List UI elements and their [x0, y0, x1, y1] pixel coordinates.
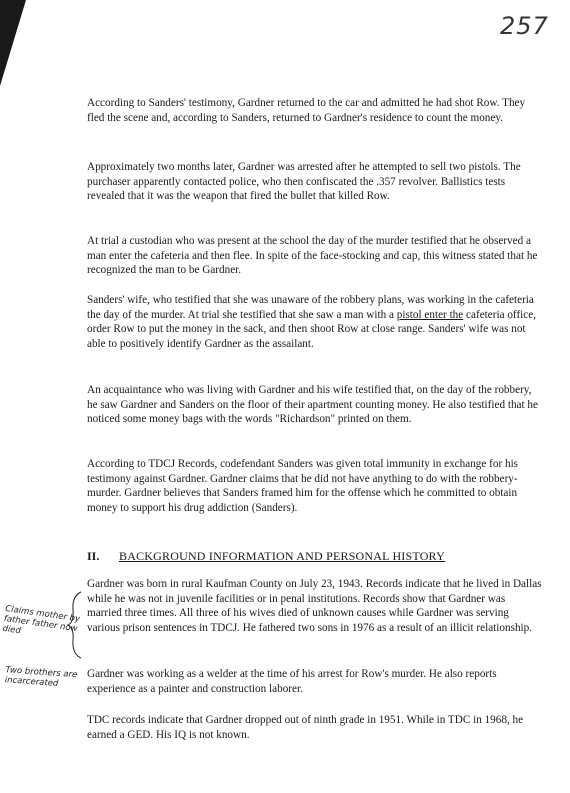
paragraph-employment: Gardner was working as a welder at the time of his arrest for Row's murder. He also reports experience as a painter and construction laborer.: [87, 668, 497, 695]
handwritten-margin-note-2: Two brothers are incarcerated: [4, 665, 78, 689]
wife-text-underlined: pistol enter the: [396, 308, 464, 321]
paragraph-birth-family: Gardner was born in rural Kaufman County on July 23, 1943. Records indicate that he lived in Dallas while he was not in juvenile facilities or in penal institutions. Records show that Gardner was married three times. All three of his wives died of unknown causes while Gardner was serving various prison sentences in TDCJ. He fathered two sons in 1976 as a result of an illicit relationship.: [87, 578, 542, 634]
paragraph-custodian: At trial a custodian who was present at the school the day of the murder testified that he observed a man enter the cafeteria and then flee. In spite of the face-stocking and cap, this witness stated that he recognized the man to be Gardner.: [87, 235, 538, 277]
section-heading: [87, 548, 542, 564]
wife-text-part1: Sanders' wife, who testified that she was unaware of the robbery plans, was working in the cafeteria the day of the murder. At trial she testified that she saw a man with a: [87, 294, 534, 321]
page-number: 257: [500, 12, 549, 40]
corner-mark: [0, 0, 30, 90]
paragraph-tdcj-records: According to TDCJ Records, codefendant Sanders was given total immunity in exchange for his testimony against Gardner. Gardner claims that he did not have anything to do with the robbery-murder. Gardner believes that Sanders framed him for the offense which he committed to obtain money to support his drug addiction (Sanders).: [87, 458, 519, 514]
paragraph-sanders-wife: [87, 293, 542, 351]
section-title: BACKGROUND INFORMATION AND PERSONAL HISTORY: [119, 549, 445, 563]
paragraph-arrest: Approximately two months later, Gardner was arrested after he attempted to sell two pistols. The purchaser apparently contacted police, who then confiscated the .357 revolver. Ballistics tests revealed that it was the weapon that fired the bullet that killed Row.: [87, 161, 521, 203]
paragraph-education: TDC records indicate that Gardner dropped out of ninth grade in 1951. While in TDC in 1968, he earned a GED. His IQ is not known.: [87, 714, 524, 741]
section-number: II.: [87, 549, 100, 563]
handwritten-brace: [66, 590, 84, 660]
paragraph-sanders-testimony: According to Sanders' testimony, Gardner returned to the car and admitted he had shot Row. They fled the scene and, according to Sanders, returned to Gardner's residence to count the money.: [87, 97, 526, 124]
handwritten-margin-note: Claims mother by father father now died: [1, 604, 81, 637]
paragraph-acquaintance: An acquaintance who was living with Gardner and his wife testified that, on the day of the robbery, he saw Gardner and Sanders on the floor of their apartment counting money. He also testified that he noticed some money bags with the words "Richardson" printed on them.: [87, 384, 538, 426]
wife-text-part2: cafeteria office, order Row to put the money in the sack, and then shoot Row at close range. Sanders' wife was not able to positively identify Gardner as the assailant.: [87, 308, 537, 350]
